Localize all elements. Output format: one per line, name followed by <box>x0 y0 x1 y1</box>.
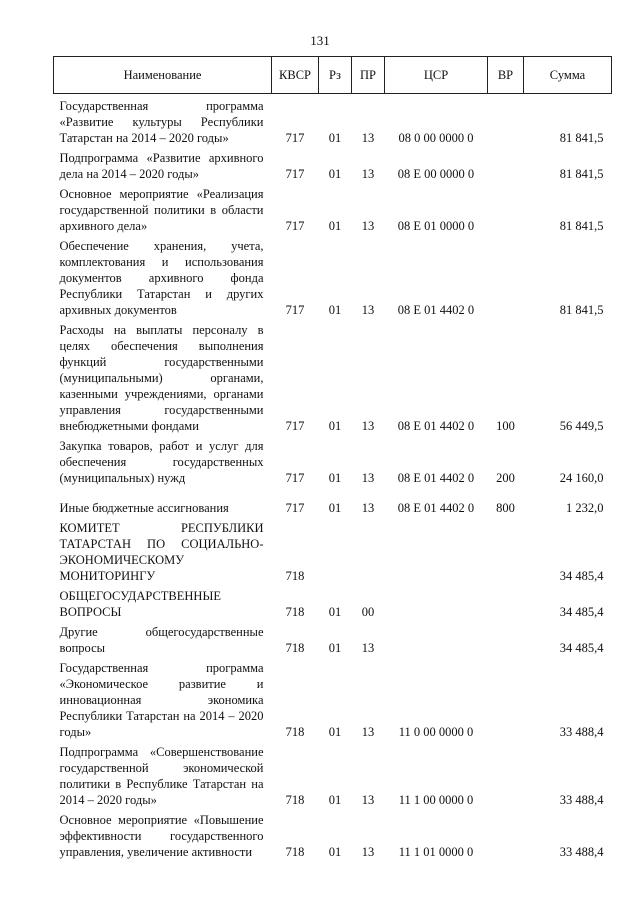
cell-rz: 01 <box>328 845 342 859</box>
cell-rz: 01 <box>328 605 342 619</box>
cell-name: Основное мероприятие «Повышение эффективности государственного управления, увеличение активности <box>59 813 264 859</box>
cell-kvsr: 717 <box>285 219 305 233</box>
cell-sum: 1 232,0 <box>566 501 604 515</box>
cell-kvsr: 717 <box>285 131 305 145</box>
cell-kvsr: 718 <box>285 569 305 583</box>
cell-pr: 13 <box>361 219 375 233</box>
cell-name: Основное мероприятие «Реализация государственной политики в области архивного дела» <box>59 187 264 233</box>
cell-sum: 81 841,5 <box>559 131 604 145</box>
cell-kvsr: 718 <box>285 641 305 655</box>
cell-csr: 11 0 00 0000 0 <box>398 725 474 739</box>
table-row <box>54 234 612 318</box>
table-row <box>54 146 612 182</box>
cell-csr: 08 Е 01 0000 0 <box>397 219 475 233</box>
cell-rz: 01 <box>328 303 342 317</box>
cell-name: ОБЩЕГОСУДАРСТВЕННЫЕ ВОПРОСЫ <box>59 589 221 619</box>
cell-vr: 800 <box>496 501 515 515</box>
table-row <box>54 434 612 486</box>
table-row <box>54 620 612 656</box>
cell-kvsr: 717 <box>285 419 305 433</box>
cell-sum: 33 488,4 <box>559 725 604 739</box>
cell-csr <box>385 516 488 584</box>
cell-rz: 01 <box>328 219 342 233</box>
cell-kvsr: 717 <box>285 501 305 515</box>
header-csr: ЦСР <box>385 57 488 94</box>
cell-rz: 01 <box>328 725 342 739</box>
cell-pr: 13 <box>361 471 375 485</box>
cell-csr: 08 Е 00 0000 0 <box>397 167 475 181</box>
cell-sum: 34 485,4 <box>559 641 604 655</box>
cell-pr: 13 <box>361 419 375 433</box>
cell-csr: 08 Е 01 4402 0 <box>397 501 475 515</box>
cell-pr: 13 <box>361 793 375 807</box>
cell-rz: 01 <box>328 793 342 807</box>
cell-pr: 13 <box>361 131 375 145</box>
header-rz: Рз <box>319 57 352 94</box>
cell-kvsr: 717 <box>285 471 305 485</box>
cell-pr: 13 <box>361 167 375 181</box>
table-row <box>54 740 612 808</box>
table-row <box>54 94 612 147</box>
cell-csr <box>385 620 488 656</box>
cell-vr <box>488 656 524 740</box>
table-row <box>54 318 612 434</box>
cell-name: Расходы на выплаты персоналу в целях обеспечения выполнения функций государственными (муниципальными) органами, казенными учреждениями, органами управления государственными внебюджетными фондами <box>59 323 264 433</box>
page-number: 131 <box>310 33 330 48</box>
cell-vr <box>488 584 524 620</box>
cell-vr: 200 <box>496 471 515 485</box>
table-row <box>54 656 612 740</box>
cell-vr <box>488 182 524 234</box>
cell-vr <box>488 234 524 318</box>
cell-sum: 24 160,0 <box>559 471 604 485</box>
cell-sum: 34 485,4 <box>559 569 604 583</box>
cell-vr <box>488 146 524 182</box>
cell-kvsr: 718 <box>285 725 305 739</box>
cell-name: Обеспечение хранения, учета, комплектования и использования документов архивного фонда Республики Татарстан и других архивных документов <box>59 239 264 317</box>
cell-csr: 08 Е 01 4402 0 <box>397 419 475 433</box>
cell-pr: 13 <box>361 725 375 739</box>
cell-csr: 11 1 01 0000 0 <box>398 845 474 859</box>
table-header-row <box>54 57 612 94</box>
cell-rz: 01 <box>328 501 342 515</box>
cell-name: Закупка товаров, работ и услуг для обеспечения государственных (муниципальных) нужд <box>59 439 264 485</box>
cell-rz: 01 <box>328 471 342 485</box>
cell-sum: 34 485,4 <box>559 605 604 619</box>
cell-csr: 08 Е 01 4402 0 <box>397 303 475 317</box>
cell-name: Подпрограмма «Совершенствование государственной экономической политики в Республике Татарстан на 2014 – 2020 годы» <box>59 745 264 807</box>
cell-pr <box>352 516 385 584</box>
cell-name: Подпрограмма «Развитие архивного дела на 2014 – 2020 годы» <box>59 151 264 181</box>
cell-csr: 08 Е 01 4402 0 <box>397 471 475 485</box>
cell-vr <box>488 620 524 656</box>
cell-sum: 81 841,5 <box>559 219 604 233</box>
cell-sum: 33 488,4 <box>559 845 604 859</box>
table-row <box>54 182 612 234</box>
cell-rz: 01 <box>328 419 342 433</box>
cell-kvsr: 717 <box>285 303 305 317</box>
cell-vr <box>488 516 524 584</box>
cell-vr <box>488 94 524 147</box>
cell-name: Государственная программа «Развитие культуры Республики Татарстан на 2014 – 2020 годы» <box>59 99 264 145</box>
cell-csr: 11 1 00 0000 0 <box>398 793 474 807</box>
cell-rz: 01 <box>328 167 342 181</box>
header-pr: ПР <box>352 57 385 94</box>
cell-rz <box>319 516 352 584</box>
cell-pr: 13 <box>361 501 375 515</box>
cell-sum: 81 841,5 <box>559 167 604 181</box>
cell-pr: 13 <box>361 641 375 655</box>
cell-pr: 13 <box>361 303 375 317</box>
cell-kvsr: 718 <box>285 605 305 619</box>
cell-kvsr: 717 <box>285 167 305 181</box>
cell-kvsr: 718 <box>285 793 305 807</box>
cell-vr <box>488 808 524 860</box>
cell-kvsr: 718 <box>285 845 305 859</box>
cell-csr <box>385 584 488 620</box>
cell-rz: 01 <box>328 131 342 145</box>
cell-rz: 01 <box>328 641 342 655</box>
table-row <box>54 808 612 860</box>
cell-sum: 33 488,4 <box>559 793 604 807</box>
cell-name: Другие общегосударственные вопросы <box>59 625 264 655</box>
header-kvsr: КВСР <box>272 57 319 94</box>
header-sum: Сумма <box>524 57 612 94</box>
cell-sum: 81 841,5 <box>559 303 604 317</box>
header-name: Наименование <box>54 57 272 94</box>
cell-name: Иные бюджетные ассигнования <box>59 501 229 515</box>
cell-vr: 100 <box>496 419 515 433</box>
cell-pr: 13 <box>361 845 375 859</box>
cell-csr: 08 0 00 0000 0 <box>398 131 474 145</box>
cell-name: Государственная программа «Экономическое развитие и инновационная экономика Республики Татарстан на 2014 – 2020 годы» <box>59 661 264 739</box>
header-vr: ВР <box>488 57 524 94</box>
budget-table <box>53 56 612 860</box>
cell-vr <box>488 740 524 808</box>
cell-pr: 00 <box>361 605 375 619</box>
table-row <box>54 516 612 584</box>
cell-name: КОМИТЕТ РЕСПУБЛИКИ ТАТАРСТАН ПО СОЦИАЛЬНО-ЭКОНОМИЧЕСКОМУ МОНИТОРИНГУ <box>59 521 264 583</box>
cell-sum: 56 449,5 <box>559 419 604 433</box>
table-row <box>54 584 612 620</box>
table-row <box>54 486 612 516</box>
